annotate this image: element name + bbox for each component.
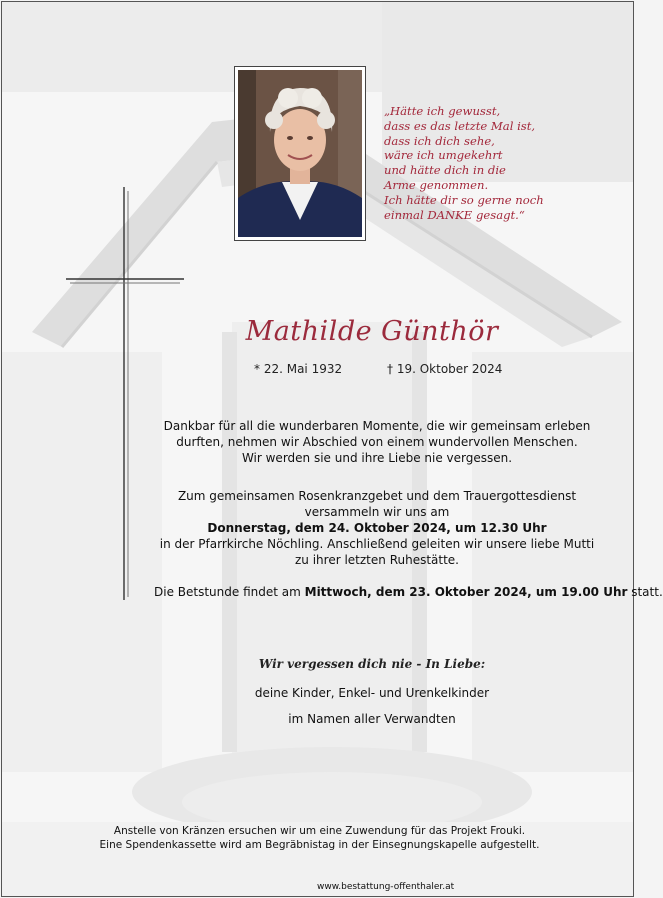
service-announcement xyxy=(122,488,632,568)
birth-date: * 22. Mai 1932 xyxy=(254,362,343,376)
service-line: Zum gemeinsamen Rosenkranzgebet und dem Trauergottesdienst xyxy=(177,489,577,503)
obituary-page xyxy=(1,1,663,897)
death-date: † 19. Oktober 2024 xyxy=(387,362,503,376)
donation-line: Eine Spendenkassette wird am Begräbnistag in der Einsegnungskapelle aufgestellt. xyxy=(99,839,540,851)
gratitude-line: durften, nehmen wir Abschied von einem wundervollen Menschen. xyxy=(176,435,578,449)
gratitude-line: Dankbar für all die wunderbaren Momente, die wir gemeinsam erleben xyxy=(163,419,591,433)
quote-line: Ich hätte dir so gerne noch xyxy=(384,192,544,207)
quote-line: und hätte dich in die xyxy=(384,163,506,178)
donation-note xyxy=(22,824,617,852)
quote-line: „Hätte ich gewusst, xyxy=(384,104,501,118)
service-line: versammeln wir uns am xyxy=(304,505,450,519)
quote-line: Arme genommen. xyxy=(384,177,489,192)
memorial-quote xyxy=(384,104,604,222)
service-line: zu ihrer letzten Ruhestätte. xyxy=(295,553,459,567)
service-line: in der Pfarrkirche Nöchling. Anschließend geleiten wir unsere liebe Mutti xyxy=(159,537,595,551)
donation-line: Anstelle von Kränzen ersuchen wir um eine Zuwendung für das Projekt Frouki. xyxy=(113,825,526,837)
prayer-hour-date: Mittwoch, dem 23. Oktober 2024, um 19.00 Uhr xyxy=(304,585,628,599)
deceased-name: Mathilde Günthör xyxy=(245,316,499,347)
quote-line: wäre ich umgekehrt xyxy=(384,148,503,163)
gratitude-text xyxy=(122,418,632,466)
prayer-hour-notice xyxy=(154,585,663,599)
gratitude-line: Wir werden sie und ihre Liebe nie vergessen. xyxy=(241,451,513,465)
prayer-hour-prefix: Die Betstunde findet am xyxy=(154,585,305,599)
portrait-photo xyxy=(234,66,366,241)
service-date: Donnerstag, dem 24. Oktober 2024, um 12.30 Uhr xyxy=(207,521,547,535)
funeral-home-website[interactable]: www.bestattung-offenthaler.at xyxy=(317,882,455,892)
mourners-family: deine Kinder, Enkel- und Urenkelkinder xyxy=(254,686,490,700)
closing-dedication: Wir vergessen dich nie - In Liebe: xyxy=(258,657,486,671)
prayer-hour-suffix: statt. xyxy=(627,585,663,599)
portrait-image xyxy=(238,70,362,237)
quote-line: dass es das letzte Mal ist, xyxy=(384,118,536,133)
mourners-relatives: im Namen aller Verwandten xyxy=(288,712,456,726)
quote-line: einmal DANKE gesagt.“ xyxy=(384,207,525,222)
quote-line: dass ich dich sehe, xyxy=(384,133,495,148)
